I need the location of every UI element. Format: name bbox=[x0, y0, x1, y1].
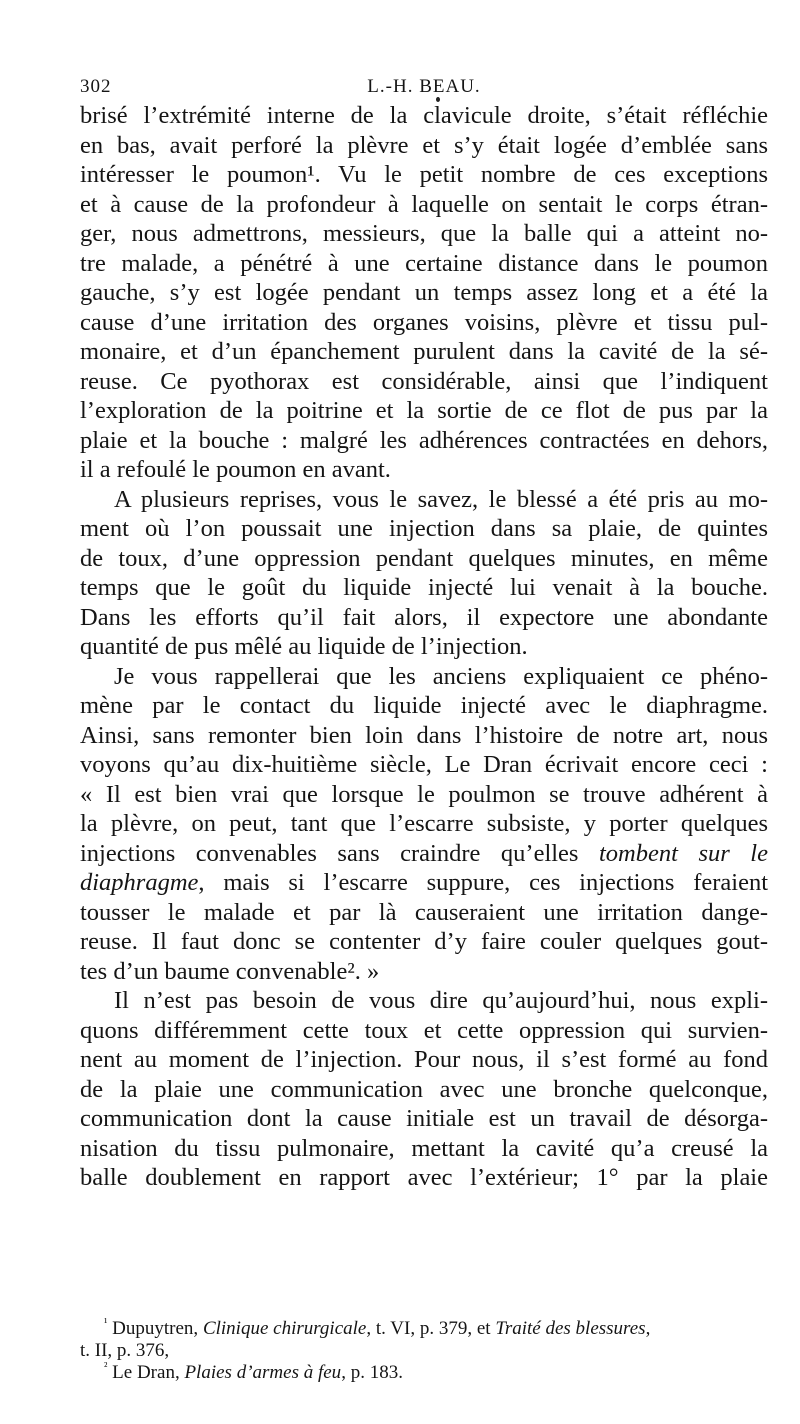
text-line: gauche, s’y est logée pendant un temps assez long et a été la bbox=[80, 279, 768, 306]
text-line: Ainsi, sans remonter bien loin dans l’histoire de notre art, nous bbox=[80, 721, 768, 749]
text-line: tousser le malade et par là causeraient une irritation dange- bbox=[80, 898, 768, 926]
text-line: ment où l’on poussait une injection dans sa plaie, de quintes bbox=[80, 515, 768, 542]
text-segment: , mais si l’escarre suppure, ces injections feraient bbox=[198, 869, 768, 896]
footnote-text: , t. VI, p. 379, et bbox=[366, 1318, 496, 1339]
text-segment: injections convenables sans craindre qu’elles bbox=[80, 839, 579, 867]
footnote-title: Traité des blessures bbox=[495, 1318, 646, 1339]
text-line: et à cause de la profondeur à laquelle on sentait le corps étran- bbox=[80, 190, 768, 218]
footnotes bbox=[80, 1318, 768, 1384]
italic-word: diaphragme bbox=[80, 869, 199, 896]
footnote-1-continued: t. II, p. 376, bbox=[80, 1340, 170, 1361]
text-line: nisation du tissu pulmonaire, mettant la cavité qu’a creusé la bbox=[80, 1134, 768, 1162]
footnote-text: , p. 183. bbox=[341, 1362, 403, 1383]
footnote-title: Plaies d’armes à feu bbox=[184, 1362, 342, 1383]
text-line: tes d’un baume convenable². » bbox=[80, 957, 380, 985]
text-line: Dans les efforts qu’il fait alors, il expectore une abondante bbox=[80, 603, 768, 631]
text-line: A plusieurs reprises, vous le savez, le blessé a été pris au mo- bbox=[114, 485, 768, 513]
text-line: nent au moment de l’injection. Pour nous, il s’est formé au fond bbox=[80, 1046, 768, 1073]
text-line: brisé l’extrémité interne de la clavicule droite, s’était réfléchie bbox=[80, 102, 768, 129]
footnote-text: Dupuytren, bbox=[107, 1318, 203, 1339]
italic-phrase: tombent sur le bbox=[599, 839, 768, 867]
footnote-marker: ² bbox=[104, 1362, 108, 1374]
text-line: ger, nous admettrons, messieurs, que la balle qui a atteint no- bbox=[80, 220, 768, 247]
text-line: intéresser le poumon¹. Vu le petit nombre de ces exceptions bbox=[80, 161, 768, 188]
text-line: de la plaie une communication avec une bronche quelconque, bbox=[80, 1075, 768, 1103]
footnote-text: Le Dran, bbox=[107, 1362, 185, 1383]
text-line: communication dont la cause initiale est un travail de désorga- bbox=[80, 1105, 768, 1132]
text-line: la plèvre, on peut, tant que l’escarre subsiste, y porter quelques bbox=[80, 810, 768, 837]
text-line: tre malade, a pénétré à une certaine distance dans le poumon bbox=[80, 249, 768, 277]
text-line bbox=[80, 839, 768, 869]
text-line: voyons qu’au dix-huitième siècle, Le Dran écrivait encore ceci : bbox=[80, 751, 768, 778]
page-number: 302 bbox=[80, 76, 112, 97]
text-line: Je vous rappellerai que les anciens expliquaient ce phéno- bbox=[114, 662, 768, 690]
text-line: balle doublement en rapport avec l’extérieur; 1° par la plaie bbox=[80, 1164, 768, 1191]
footnote-1 bbox=[80, 1318, 768, 1340]
text-line: quons différemment cette toux et cette oppression qui survien- bbox=[80, 1016, 768, 1044]
text-line: mène par le contact du liquide injecté avec le diaphragme. bbox=[80, 692, 768, 719]
text-line: « Il est bien vrai que lorsque le poulmon se trouve adhérent à bbox=[80, 780, 768, 808]
text-line: reuse. Ce pyothorax est considérable, ainsi que l’indiquent bbox=[80, 367, 768, 395]
text-line: en bas, avait perforé la plèvre et s’y était logée d’emblée sans bbox=[80, 131, 768, 159]
footnote-text: , bbox=[645, 1318, 651, 1339]
text-line: monaire, et d’un épanchement purulent dans la cavité de la sé- bbox=[80, 338, 768, 365]
text-line: Il n’est pas besoin de vous dire qu’aujourd’hui, nous expli- bbox=[114, 987, 768, 1014]
footnote-title: Clinique chirurgicale bbox=[202, 1318, 367, 1339]
text-line: plaie et la bouche : malgré les adhérences contractées en dehors, bbox=[80, 426, 768, 454]
text-line: temps que le goût du liquide injecté lui venait à la bouche. bbox=[80, 574, 768, 601]
running-head bbox=[80, 76, 768, 100]
text-line: l’exploration de la poitrine et la sortie de ce flot de pus par la bbox=[80, 397, 768, 424]
body-text bbox=[80, 101, 768, 1193]
footnote-marker: ¹ bbox=[104, 1318, 108, 1330]
text-line: reuse. Il faut donc se contenter d’y faire couler quelques gout- bbox=[80, 928, 768, 955]
text-line: quantité de pus mêlé au liquide de l’injection. bbox=[80, 633, 528, 660]
text-line: il a refoulé le poumon en avant. bbox=[80, 456, 391, 483]
running-title: L.-H. BEAU. bbox=[367, 76, 481, 97]
text-line bbox=[80, 868, 768, 898]
footnote-2 bbox=[80, 1362, 768, 1384]
text-line: de toux, d’une oppression pendant quelques minutes, en même bbox=[80, 544, 768, 572]
text-line: cause d’une irritation des organes voisins, plèvre et tissu pul- bbox=[80, 308, 768, 336]
